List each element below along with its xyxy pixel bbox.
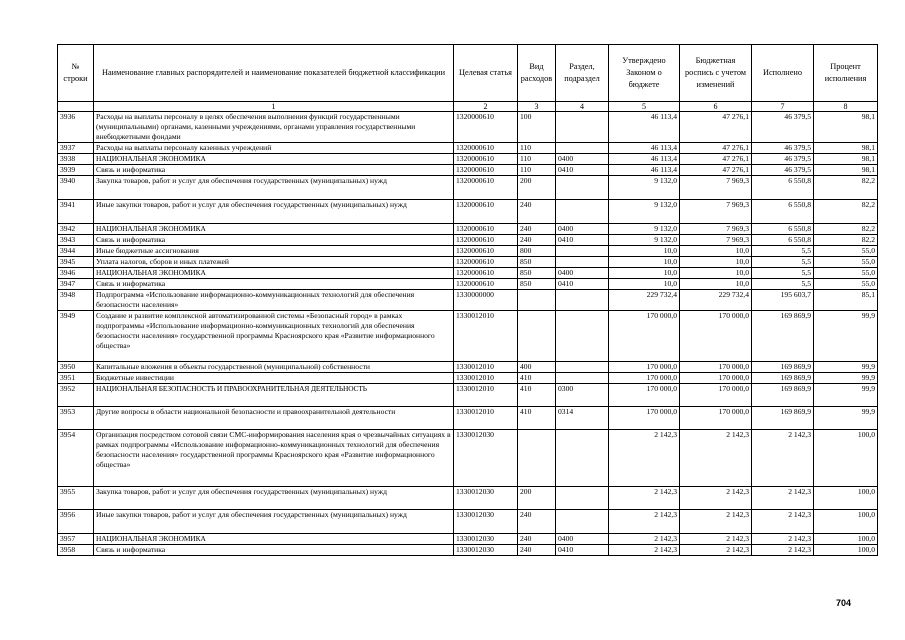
row-kind: 240 (518, 534, 556, 545)
row-percent: 98,1 (814, 154, 878, 165)
row-approved: 2 142,3 (609, 510, 680, 534)
row-budget: 2 142,3 (680, 510, 752, 534)
row-percent: 55,0 (814, 279, 878, 290)
row-approved: 2 142,3 (609, 534, 680, 545)
row-section: 0410 (556, 279, 609, 290)
row-name: Капитальные вложения в объекты государственной (муниципальной) собственности (94, 362, 454, 373)
row-number: 3941 (58, 200, 94, 224)
row-executed: 6 550,8 (752, 224, 814, 235)
row-executed: 5,5 (752, 279, 814, 290)
table-row (58, 224, 878, 235)
row-budget: 47 276,1 (680, 154, 752, 165)
table-row (58, 373, 878, 384)
row-executed: 169 869,9 (752, 373, 814, 384)
row-executed: 5,5 (752, 268, 814, 279)
row-name: Расходы на выплаты персоналу казенных учреждений (94, 143, 454, 154)
row-approved: 170 000,0 (609, 373, 680, 384)
table-row (58, 246, 878, 257)
page-number: 704 (836, 598, 852, 608)
row-name: Создание и развитие комплексной автоматизированной системы «Безопасный город» в рамках подпрограммы «Использование информационно-коммуникационных технологий для обеспечения безопасности населения» государственной программы Красноярского края «Развитие информационного общества» (94, 311, 454, 362)
row-name: Подпрограмма «Использование информационно-коммуникационных технологий для обеспечения безопасности населения» (94, 290, 454, 311)
row-number: 3936 (58, 112, 94, 143)
row-approved: 10,0 (609, 246, 680, 257)
row-number: 3956 (58, 510, 94, 534)
row-budget: 10,0 (680, 268, 752, 279)
row-section: 0400 (556, 268, 609, 279)
row-section: 0410 (556, 545, 609, 556)
row-budget: 2 142,3 (680, 534, 752, 545)
row-kind (518, 311, 556, 362)
table-row (58, 268, 878, 279)
row-section (556, 290, 609, 311)
row-target: 1330012030 (454, 545, 518, 556)
row-kind: 400 (518, 362, 556, 373)
row-percent: 99,9 (814, 384, 878, 407)
row-budget: 7 969,3 (680, 200, 752, 224)
row-name: НАЦИОНАЛЬНАЯ ЭКОНОМИКА (94, 154, 454, 165)
row-number: 3938 (58, 154, 94, 165)
row-percent: 100,0 (814, 510, 878, 534)
table-row (58, 176, 878, 200)
table-row (58, 430, 878, 487)
row-kind: 240 (518, 235, 556, 246)
row-executed: 5,5 (752, 257, 814, 268)
row-executed: 2 142,3 (752, 430, 814, 487)
header-section: Раздел, подраздел (556, 45, 609, 102)
row-approved: 2 142,3 (609, 487, 680, 510)
row-percent: 82,2 (814, 224, 878, 235)
row-budget: 2 142,3 (680, 487, 752, 510)
row-executed: 2 142,3 (752, 545, 814, 556)
row-budget: 229 732,4 (680, 290, 752, 311)
row-section (556, 373, 609, 384)
row-target: 1330012010 (454, 407, 518, 430)
row-percent: 82,2 (814, 235, 878, 246)
row-kind: 100 (518, 112, 556, 143)
row-name: НАЦИОНАЛЬНАЯ ЭКОНОМИКА (94, 534, 454, 545)
row-percent: 99,9 (814, 362, 878, 373)
row-name: Другие вопросы в области национальной безопасности и правоохранительной деятельности (94, 407, 454, 430)
row-section: 0400 (556, 224, 609, 235)
row-target: 1320000610 (454, 200, 518, 224)
table-row (58, 154, 878, 165)
table-body (58, 112, 878, 556)
header-approved: Утверждено Законом о бюджете (609, 45, 680, 102)
row-approved: 10,0 (609, 268, 680, 279)
row-target: 1330012030 (454, 430, 518, 487)
row-name: Бюджетные инвестиции (94, 373, 454, 384)
row-executed: 169 869,9 (752, 407, 814, 430)
row-section (556, 112, 609, 143)
row-percent: 98,1 (814, 112, 878, 143)
row-executed: 6 550,8 (752, 235, 814, 246)
row-approved: 2 142,3 (609, 545, 680, 556)
row-percent: 55,0 (814, 257, 878, 268)
row-section (556, 176, 609, 200)
row-name: Организация посредством сотовой связи СМС-информирования населения края о чрезвычайных ситуациях в рамках подпрограммы «Использование информационно-коммуникационных технологий для обеспечения безопасности населения» государственной программы Красноярского края «Развитие информационного общества» (94, 430, 454, 487)
row-section: 0300 (556, 384, 609, 407)
row-section: 0410 (556, 235, 609, 246)
row-percent: 100,0 (814, 545, 878, 556)
row-budget: 170 000,0 (680, 384, 752, 407)
row-target: 1330000000 (454, 290, 518, 311)
row-kind (518, 430, 556, 487)
row-name: Иные закупки товаров, работ и услуг для обеспечения государственных (муниципальных) нужд (94, 200, 454, 224)
column-number: 4 (556, 102, 609, 112)
header-name: Наименование главных распорядителей и наименование показателей бюджетной классификации (94, 45, 454, 102)
row-approved: 9 132,0 (609, 176, 680, 200)
row-executed: 169 869,9 (752, 362, 814, 373)
row-approved: 46 113,4 (609, 143, 680, 154)
header-kind: Вид расходов (518, 45, 556, 102)
row-number: 3953 (58, 407, 94, 430)
row-executed: 6 550,8 (752, 176, 814, 200)
row-approved: 170 000,0 (609, 384, 680, 407)
table-row (58, 407, 878, 430)
row-name: НАЦИОНАЛЬНАЯ БЕЗОПАСНОСТЬ И ПРАВООХРАНИТЕЛЬНАЯ ДЕЯТЕЛЬНОСТЬ (94, 384, 454, 407)
row-section (556, 510, 609, 534)
row-target: 1330012010 (454, 373, 518, 384)
row-approved: 9 132,0 (609, 200, 680, 224)
row-section (556, 200, 609, 224)
row-number: 3940 (58, 176, 94, 200)
row-executed: 2 142,3 (752, 487, 814, 510)
row-name: Уплата налогов, сборов и иных платежей (94, 257, 454, 268)
row-executed: 169 869,9 (752, 384, 814, 407)
row-executed: 46 379,5 (752, 165, 814, 176)
row-approved: 9 132,0 (609, 224, 680, 235)
row-target: 1330012030 (454, 534, 518, 545)
row-name: Иные закупки товаров, работ и услуг для обеспечения государственных (муниципальных) нужд (94, 510, 454, 534)
row-approved: 170 000,0 (609, 311, 680, 362)
row-number: 3950 (58, 362, 94, 373)
row-number: 3957 (58, 534, 94, 545)
row-percent: 55,0 (814, 268, 878, 279)
row-budget: 7 969,3 (680, 176, 752, 200)
row-kind: 110 (518, 165, 556, 176)
row-executed: 6 550,8 (752, 200, 814, 224)
row-target: 1320000610 (454, 257, 518, 268)
row-section (556, 430, 609, 487)
row-number: 3939 (58, 165, 94, 176)
row-budget: 10,0 (680, 279, 752, 290)
row-percent: 100,0 (814, 487, 878, 510)
header-executed: Исполнено (752, 45, 814, 102)
table-row (58, 487, 878, 510)
table-row (58, 257, 878, 268)
table-row (58, 143, 878, 154)
row-target: 1320000610 (454, 176, 518, 200)
row-section (556, 311, 609, 362)
row-number: 3946 (58, 268, 94, 279)
row-budget: 170 000,0 (680, 362, 752, 373)
column-numbers-row (58, 102, 878, 112)
row-number: 3949 (58, 311, 94, 362)
row-number: 3944 (58, 246, 94, 257)
row-name: НАЦИОНАЛЬНАЯ ЭКОНОМИКА (94, 268, 454, 279)
table-row (58, 165, 878, 176)
row-approved: 46 113,4 (609, 154, 680, 165)
row-budget: 170 000,0 (680, 407, 752, 430)
row-executed: 169 869,9 (752, 311, 814, 362)
row-kind: 850 (518, 279, 556, 290)
table-row (58, 545, 878, 556)
row-target: 1320000610 (454, 235, 518, 246)
row-approved: 46 113,4 (609, 112, 680, 143)
row-budget: 170 000,0 (680, 373, 752, 384)
row-percent: 98,1 (814, 143, 878, 154)
header-percent: Процент исполнения (814, 45, 878, 102)
row-target: 1320000610 (454, 154, 518, 165)
row-name: Закупка товаров, работ и услуг для обеспечения государственных (муниципальных) нужд (94, 487, 454, 510)
row-executed: 2 142,3 (752, 510, 814, 534)
row-target: 1320000610 (454, 279, 518, 290)
row-name: Связь и информатика (94, 235, 454, 246)
row-kind: 410 (518, 373, 556, 384)
row-section: 0400 (556, 534, 609, 545)
row-section: 0410 (556, 165, 609, 176)
row-target: 1320000610 (454, 224, 518, 235)
row-section (556, 257, 609, 268)
column-number: 7 (752, 102, 814, 112)
row-section (556, 143, 609, 154)
table-row (58, 279, 878, 290)
row-kind: 850 (518, 268, 556, 279)
row-executed: 46 379,5 (752, 154, 814, 165)
row-name: Закупка товаров, работ и услуг для обеспечения государственных (муниципальных) нужд (94, 176, 454, 200)
row-number: 3951 (58, 373, 94, 384)
row-target: 1320000610 (454, 268, 518, 279)
header-row-no: № строки (58, 45, 94, 102)
row-number: 3958 (58, 545, 94, 556)
row-executed: 46 379,5 (752, 143, 814, 154)
row-budget: 10,0 (680, 257, 752, 268)
table-row (58, 362, 878, 373)
table-row (58, 200, 878, 224)
row-percent: 85,1 (814, 290, 878, 311)
row-target: 1330012030 (454, 510, 518, 534)
row-percent: 82,2 (814, 176, 878, 200)
table-row (58, 510, 878, 534)
row-name: Иные бюджетные ассигнования (94, 246, 454, 257)
row-number: 3942 (58, 224, 94, 235)
row-kind: 410 (518, 384, 556, 407)
header-budget: Бюджетная роспись с учетом изменений (680, 45, 752, 102)
row-name: Связь и информатика (94, 165, 454, 176)
row-percent: 99,9 (814, 373, 878, 384)
row-name: НАЦИОНАЛЬНАЯ ЭКОНОМИКА (94, 224, 454, 235)
table-row (58, 235, 878, 246)
row-kind: 200 (518, 176, 556, 200)
header-row (58, 45, 878, 102)
row-budget: 7 969,3 (680, 235, 752, 246)
row-kind: 410 (518, 407, 556, 430)
table-row (58, 534, 878, 545)
column-number: 6 (680, 102, 752, 112)
row-target: 1330012010 (454, 384, 518, 407)
row-percent: 100,0 (814, 430, 878, 487)
row-name: Связь и информатика (94, 545, 454, 556)
row-name: Расходы на выплаты персоналу в целях обеспечения выполнения функций государственными (муниципальными) органами, казенными учреждениями, органами управления государственными внебюджетными фондами (94, 112, 454, 143)
row-budget: 7 969,3 (680, 224, 752, 235)
row-number: 3948 (58, 290, 94, 311)
row-number: 3937 (58, 143, 94, 154)
row-approved: 170 000,0 (609, 362, 680, 373)
table-row (58, 290, 878, 311)
row-percent: 99,9 (814, 311, 878, 362)
row-approved: 9 132,0 (609, 235, 680, 246)
row-section: 0400 (556, 154, 609, 165)
row-approved: 170 000,0 (609, 407, 680, 430)
row-kind: 110 (518, 143, 556, 154)
row-executed: 2 142,3 (752, 534, 814, 545)
row-number: 3943 (58, 235, 94, 246)
row-approved: 10,0 (609, 257, 680, 268)
row-budget: 47 276,1 (680, 165, 752, 176)
row-budget: 47 276,1 (680, 112, 752, 143)
row-approved: 2 142,3 (609, 430, 680, 487)
column-number: 1 (94, 102, 454, 112)
table-row (58, 112, 878, 143)
row-target: 1320000610 (454, 165, 518, 176)
column-number: 5 (609, 102, 680, 112)
row-number: 3947 (58, 279, 94, 290)
row-kind: 240 (518, 200, 556, 224)
row-budget: 10,0 (680, 246, 752, 257)
row-percent: 99,9 (814, 407, 878, 430)
column-number: 2 (454, 102, 518, 112)
row-section (556, 362, 609, 373)
column-number: 8 (814, 102, 878, 112)
row-kind: 200 (518, 487, 556, 510)
row-kind: 850 (518, 257, 556, 268)
row-percent: 55,0 (814, 246, 878, 257)
row-executed: 195 603,7 (752, 290, 814, 311)
column-number: 3 (518, 102, 556, 112)
row-section: 0314 (556, 407, 609, 430)
row-kind: 240 (518, 510, 556, 534)
row-target: 1320000610 (454, 112, 518, 143)
row-percent: 100,0 (814, 534, 878, 545)
row-target: 1320000610 (454, 246, 518, 257)
row-budget: 2 142,3 (680, 545, 752, 556)
table-row (58, 384, 878, 407)
table-row (58, 311, 878, 362)
row-target: 1330012010 (454, 362, 518, 373)
row-budget: 47 276,1 (680, 143, 752, 154)
row-percent: 82,2 (814, 200, 878, 224)
row-approved: 10,0 (609, 279, 680, 290)
row-target: 1320000610 (454, 143, 518, 154)
row-approved: 229 732,4 (609, 290, 680, 311)
row-number: 3952 (58, 384, 94, 407)
row-executed: 5,5 (752, 246, 814, 257)
row-kind: 800 (518, 246, 556, 257)
row-number: 3954 (58, 430, 94, 487)
row-budget: 170 000,0 (680, 311, 752, 362)
budget-table (57, 44, 878, 556)
row-kind: 240 (518, 224, 556, 235)
row-percent: 98,1 (814, 165, 878, 176)
row-target: 1330012010 (454, 311, 518, 362)
row-section (556, 487, 609, 510)
row-number: 3955 (58, 487, 94, 510)
row-name: Связь и информатика (94, 279, 454, 290)
row-kind: 240 (518, 545, 556, 556)
row-approved: 46 113,4 (609, 165, 680, 176)
column-number (58, 102, 94, 112)
row-section (556, 246, 609, 257)
row-budget: 2 142,3 (680, 430, 752, 487)
header-target: Целевая статья (454, 45, 518, 102)
row-kind (518, 290, 556, 311)
row-number: 3945 (58, 257, 94, 268)
row-executed: 46 379,5 (752, 112, 814, 143)
row-kind: 110 (518, 154, 556, 165)
row-target: 1330012030 (454, 487, 518, 510)
